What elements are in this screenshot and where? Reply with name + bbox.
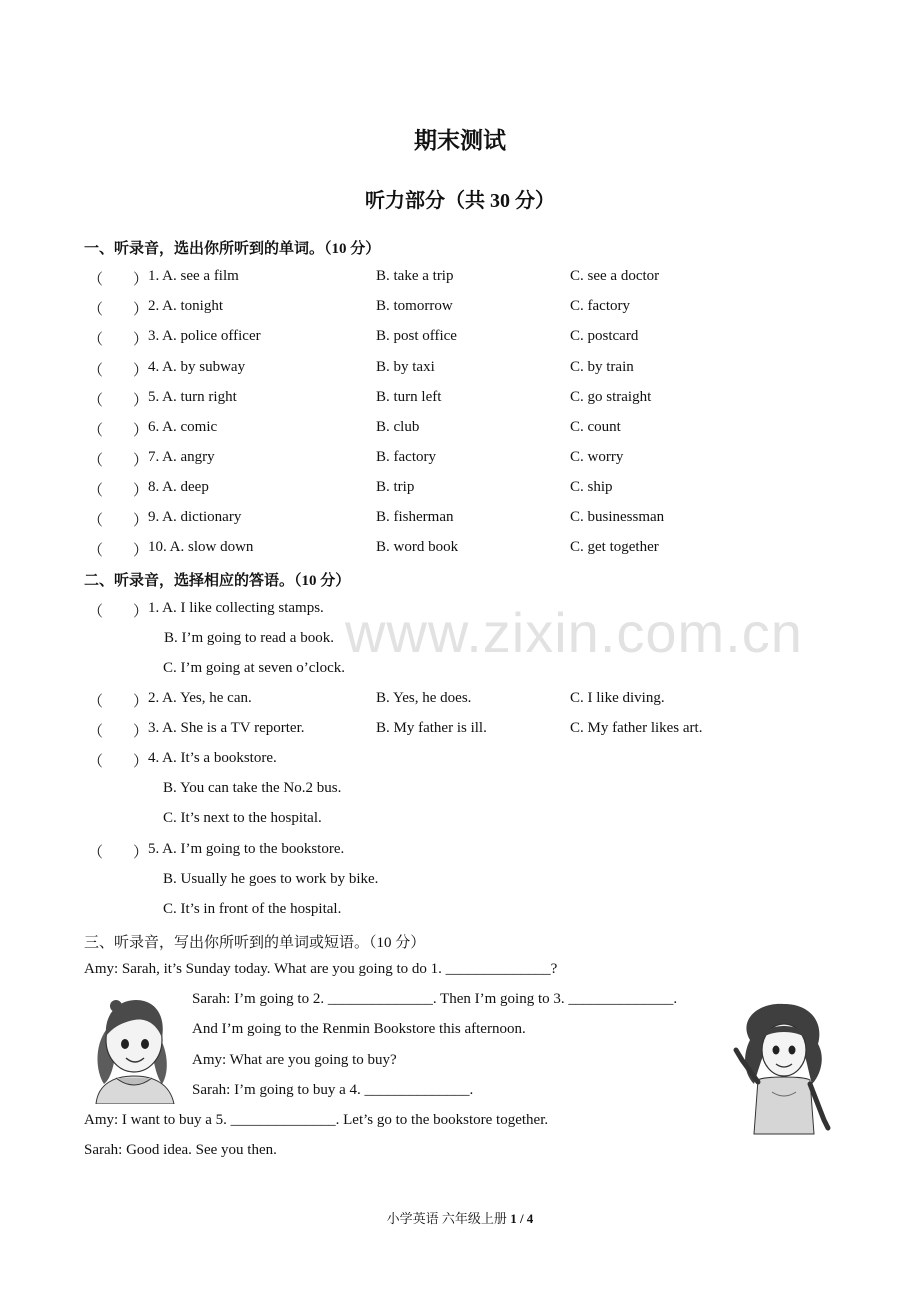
s1-item-option-c: C. by train bbox=[570, 359, 634, 375]
answer-paren[interactable]: （ ） bbox=[88, 513, 149, 529]
s1-item-option-c: C. see a doctor bbox=[570, 268, 660, 284]
s2-q4-option-c: C. It’s next to the hospital. bbox=[163, 810, 322, 826]
s1-item-option-a: 6. A. comic bbox=[148, 419, 218, 435]
answer-paren[interactable]: （ ） bbox=[88, 332, 149, 348]
s1-item-option-b: B. by taxi bbox=[376, 359, 435, 375]
s1-item-option-b: B. factory bbox=[376, 449, 436, 465]
s2-q4-option-b: B. You can take the No.2 bus. bbox=[163, 780, 342, 796]
s1-item-option-b: B. fisherman bbox=[376, 509, 454, 525]
section3-heading: 三、听录音，写出你所听到的单词或短语。（10 分） bbox=[84, 935, 426, 951]
answer-paren[interactable]: （ ） bbox=[88, 453, 149, 469]
dialogue-line: Amy: I want to buy a 5. ______________. Let’s go to the bookstore together. bbox=[84, 1112, 549, 1128]
s2-q3-option-a: 3. A. She is a TV reporter. bbox=[148, 720, 305, 736]
s1-item-option-c: C. ship bbox=[570, 479, 613, 495]
s1-item-option-c: C. factory bbox=[570, 298, 630, 314]
answer-paren[interactable]: （ ） bbox=[88, 483, 149, 499]
answer-paren[interactable]: （ ） bbox=[88, 363, 149, 379]
s1-item-option-a: 4. A. by subway bbox=[148, 359, 246, 375]
s1-item-option-c: C. go straight bbox=[570, 389, 652, 405]
s1-item-option-a: 2. A. tonight bbox=[148, 298, 224, 314]
s1-item-option-b: B. word book bbox=[376, 539, 459, 555]
answer-paren[interactable]: （ ） bbox=[88, 724, 149, 740]
section2-heading: 二、听录音，选择相应的答语。（10 分） bbox=[84, 573, 351, 589]
section1-heading: 一、听录音，选出你所听到的单词。（10 分） bbox=[84, 241, 381, 257]
answer-paren[interactable]: （ ） bbox=[88, 543, 149, 559]
dialogue-line: And I’m going to the Renmin Bookstore this afternoon. bbox=[192, 1021, 526, 1037]
s1-item-option-a: 3. A. police officer bbox=[148, 328, 261, 344]
s2-q1-option-b: B. I’m going to read a book. bbox=[164, 630, 334, 646]
s1-item-option-b: B. tomorrow bbox=[376, 298, 453, 314]
answer-paren[interactable]: （ ） bbox=[88, 423, 149, 439]
watermark: www.zixin.com.cn bbox=[345, 601, 803, 664]
s2-q5-option-b: B. Usually he goes to work by bike. bbox=[163, 871, 379, 887]
answer-paren[interactable]: （ ） bbox=[88, 272, 149, 288]
s1-item-option-c: C. count bbox=[570, 419, 621, 435]
s1-item-option-c: C. get together bbox=[570, 539, 659, 555]
s1-item-option-b: B. club bbox=[376, 419, 420, 435]
dialogue-line: Sarah: I’m going to buy a 4. ______________. bbox=[192, 1082, 474, 1098]
dialogue-line: Amy: Sarah, it’s Sunday today. What are you going to do 1. ______________? bbox=[84, 961, 558, 977]
s1-item-option-b: B. take a trip bbox=[376, 268, 454, 284]
s1-item-option-b: B. turn left bbox=[376, 389, 442, 405]
answer-paren[interactable]: （ ） bbox=[88, 754, 149, 770]
s2-q1-option-c: C. I’m going at seven o’clock. bbox=[163, 660, 346, 676]
s1-item-option-a: 7. A. angry bbox=[148, 449, 215, 465]
answer-paren[interactable]: （ ） bbox=[88, 845, 149, 861]
s2-q2-option-b: B. Yes, he does. bbox=[376, 690, 472, 706]
s1-item-option-c: C. worry bbox=[570, 449, 624, 465]
answer-paren[interactable]: （ ） bbox=[88, 393, 149, 409]
dialogue-line: Amy: What are you going to buy? bbox=[192, 1052, 397, 1068]
s2-q4-option-a: 4. A. It’s a bookstore. bbox=[148, 750, 277, 766]
s1-item-option-a: 1. A. see a film bbox=[148, 268, 239, 284]
page-number: 1 / 4 bbox=[510, 1211, 534, 1226]
s1-item-option-b: B. trip bbox=[376, 479, 415, 495]
dialogue-line: Sarah: I’m going to 2. ______________. Then I’m going to 3. ______________. bbox=[192, 991, 678, 1007]
s1-item-option-c: C. businessman bbox=[570, 509, 665, 525]
answer-paren[interactable]: （ ） bbox=[88, 694, 149, 710]
s2-q2-option-a: 2. A. Yes, he can. bbox=[148, 690, 252, 706]
s1-item-option-a: 8. A. deep bbox=[148, 479, 209, 495]
dialogue-line: Sarah: Good idea. See you then. bbox=[84, 1142, 277, 1158]
answer-paren[interactable]: （ ） bbox=[88, 604, 149, 620]
sarah-illustration bbox=[86, 992, 182, 1104]
page-subtitle: 听力部分（共 30 分） bbox=[365, 190, 555, 212]
s2-q2-option-c: C. I like diving. bbox=[570, 690, 665, 706]
footer-text: 小学英语 六年级上册 bbox=[386, 1211, 507, 1226]
page-title: 期末测试 bbox=[414, 128, 506, 153]
s2-q3-option-b: B. My father is ill. bbox=[376, 720, 487, 736]
s2-q5-option-c: C. It’s in front of the hospital. bbox=[163, 901, 342, 917]
s2-q5-option-a: 5. A. I’m going to the bookstore. bbox=[148, 841, 345, 857]
s1-item-option-c: C. postcard bbox=[570, 328, 639, 344]
s1-item-option-a: 10. A. slow down bbox=[148, 539, 254, 555]
answer-paren[interactable]: （ ） bbox=[88, 302, 149, 318]
s2-q3-option-c: C. My father likes art. bbox=[570, 720, 703, 736]
s1-item-option-a: 5. A. turn right bbox=[148, 389, 237, 405]
s1-item-option-b: B. post office bbox=[376, 328, 457, 344]
amy-illustration bbox=[728, 1000, 838, 1138]
page-footer bbox=[0, 1208, 920, 1227]
s2-q1-option-a: 1. A. I like collecting stamps. bbox=[148, 600, 324, 616]
s1-item-option-a: 9. A. dictionary bbox=[148, 509, 242, 525]
